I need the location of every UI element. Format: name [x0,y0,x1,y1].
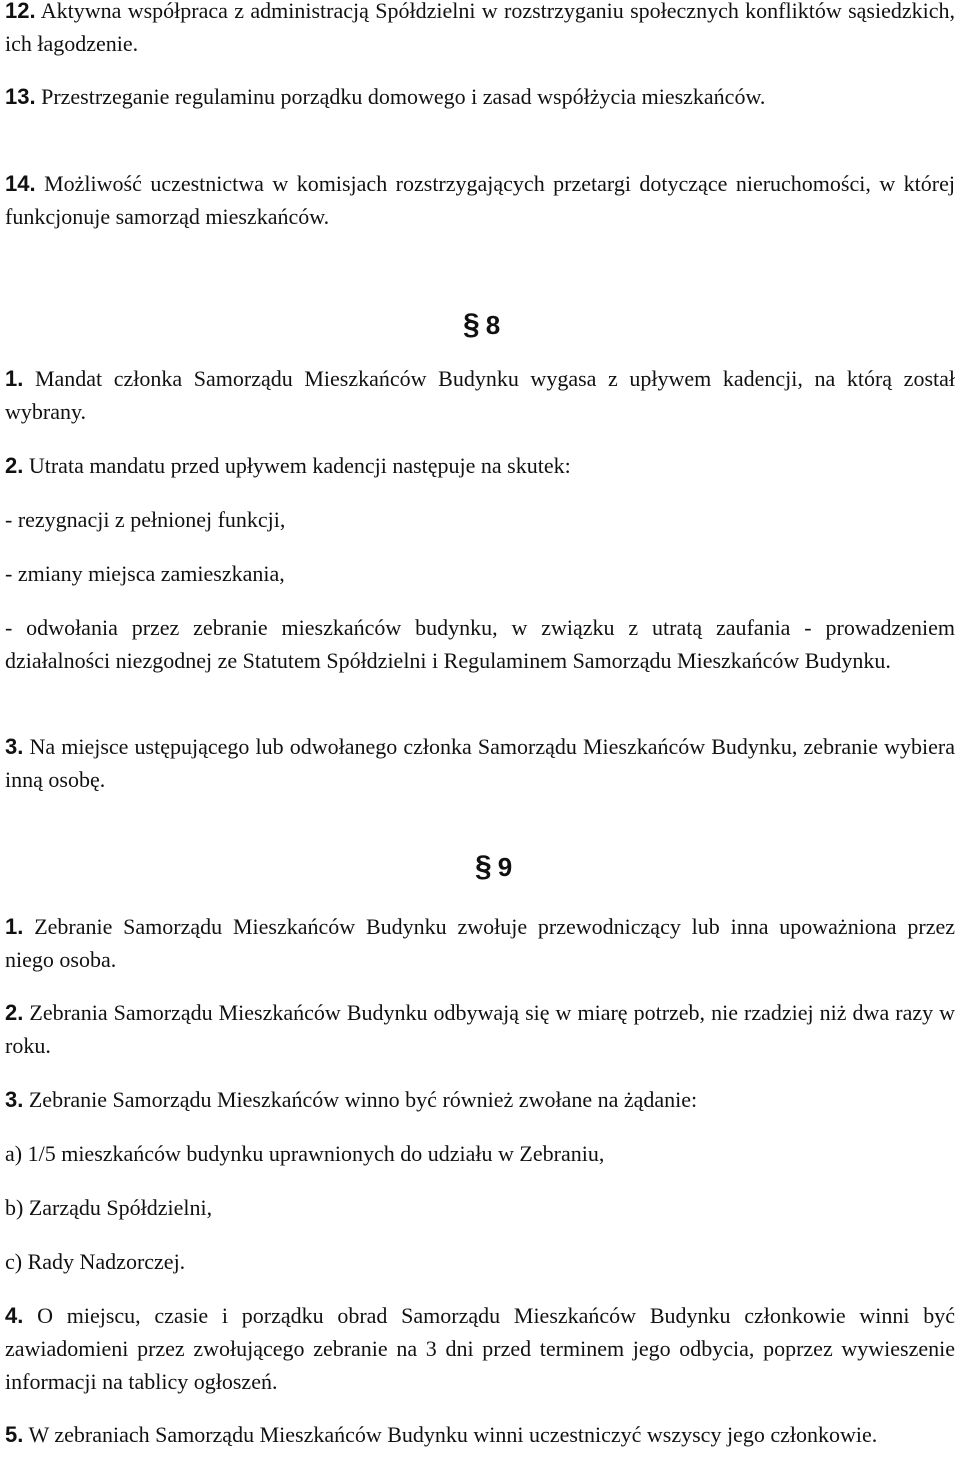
item-text: Utrata mandatu przed upływem kadencji następuje na skutek: [28,453,571,478]
item-text: Na miejsce ustępującego lub odwołanego członka Samorządu Mieszkańców Budynku, zebranie wybiera inną osobę. [5,734,956,792]
item-number: 3. [5,1087,24,1112]
item-number: 12. [5,0,36,23]
section-9-heading [475,850,512,884]
item-text: b) Zarządu Spółdzielni, [5,1195,213,1220]
item-text: a) 1/5 mieszkańców budynku uprawnionych do udziału w Zebraniu, [5,1141,605,1166]
item-text: Zebranie Samorządu Mieszkańców winno być również zwołane na żądanie: [28,1087,698,1112]
item-text: - odwołania przez zebranie mieszkańców budynku, w związku z utratą zaufania - prowadzeniem działalności niezgodnej ze Statutem Spółdzielni i Regulaminem Samorządu Mieszkańców Budynku. [5,615,955,673]
item-number: 3. [5,734,24,759]
section-symbol: § [463,308,480,341]
item-number: 4. [5,1303,24,1328]
section-8-bullet-1 [5,503,955,536]
section-9-sub-b [5,1191,955,1224]
section-9-item-1 [5,910,955,976]
item-number: 2. [5,453,24,478]
section-8-heading [463,308,500,342]
section-8-item-2 [5,449,955,482]
item-number: 1. [5,914,24,939]
section-9-item-4 [5,1299,955,1398]
item-number: 13. [5,84,36,109]
section-8-item-3 [5,730,955,796]
item-13 [5,80,955,113]
section-8-bullet-3 [5,611,955,677]
item-text: Przestrzeganie regulaminu porządku domowego i zasad współżycia mieszkańców. [41,84,766,109]
item-text: c) Rady Nadzorczej. [5,1249,186,1274]
section-number: 8 [485,310,501,340]
section-number: 9 [497,852,513,882]
item-number: 14. [5,171,36,196]
section-8-bullet-2 [5,557,955,590]
item-text: - rezygnacji z pełnionej funkcji, [5,507,286,532]
item-text: W zebraniach Samorządu Mieszkańców Budynku winni uczestniczyć wszyscy jego członkowie. [28,1422,878,1447]
section-9-item-2 [5,996,955,1062]
item-text: - zmiany miejsca zamieszkania, [5,561,285,586]
item-text: Zebrania Samorządu Mieszkańców Budynku odbywają się w miarę potrzeb, nie rzadziej niż dwa razy w roku. [5,1000,956,1058]
section-9-sub-a [5,1137,955,1170]
section-9-item-5 [5,1418,955,1451]
section-symbol: § [475,850,492,883]
item-number: 2. [5,1000,24,1025]
item-number: 1. [5,366,24,391]
item-14 [5,167,955,233]
section-9-item-3 [5,1083,955,1116]
item-text: Możliwość uczestnictwa w komisjach rozstrzygających przetargi dotyczące nieruchomości, w której funkcjonuje samorząd mieszkańców. [5,171,955,229]
item-text: Mandat członka Samorządu Mieszkańców Budynku wygasa z upływem kadencji, na którą został wybrany. [5,366,955,424]
item-number: 5. [5,1422,24,1447]
item-12 [5,0,955,60]
item-text: Aktywna współpraca z administracją Spółdzielni w rozstrzyganiu społecznych konfliktów sąsiedzkich, ich łagodzenie. [5,0,955,56]
item-text: Zebranie Samorządu Mieszkańców Budynku zwołuje przewodniczący lub inna upoważniona przez niego osoba. [5,914,956,972]
item-text: O miejscu, czasie i porządku obrad Samorządu Mieszkańców Budynku członkowie winni być zawiadomieni przez zwołującego zebranie na 3 dni przed terminem jego odbycia, poprzez wywieszenie informacji na tablicy ogłoszeń. [5,1303,956,1394]
section-9-sub-c [5,1245,955,1278]
section-8-item-1 [5,362,955,428]
